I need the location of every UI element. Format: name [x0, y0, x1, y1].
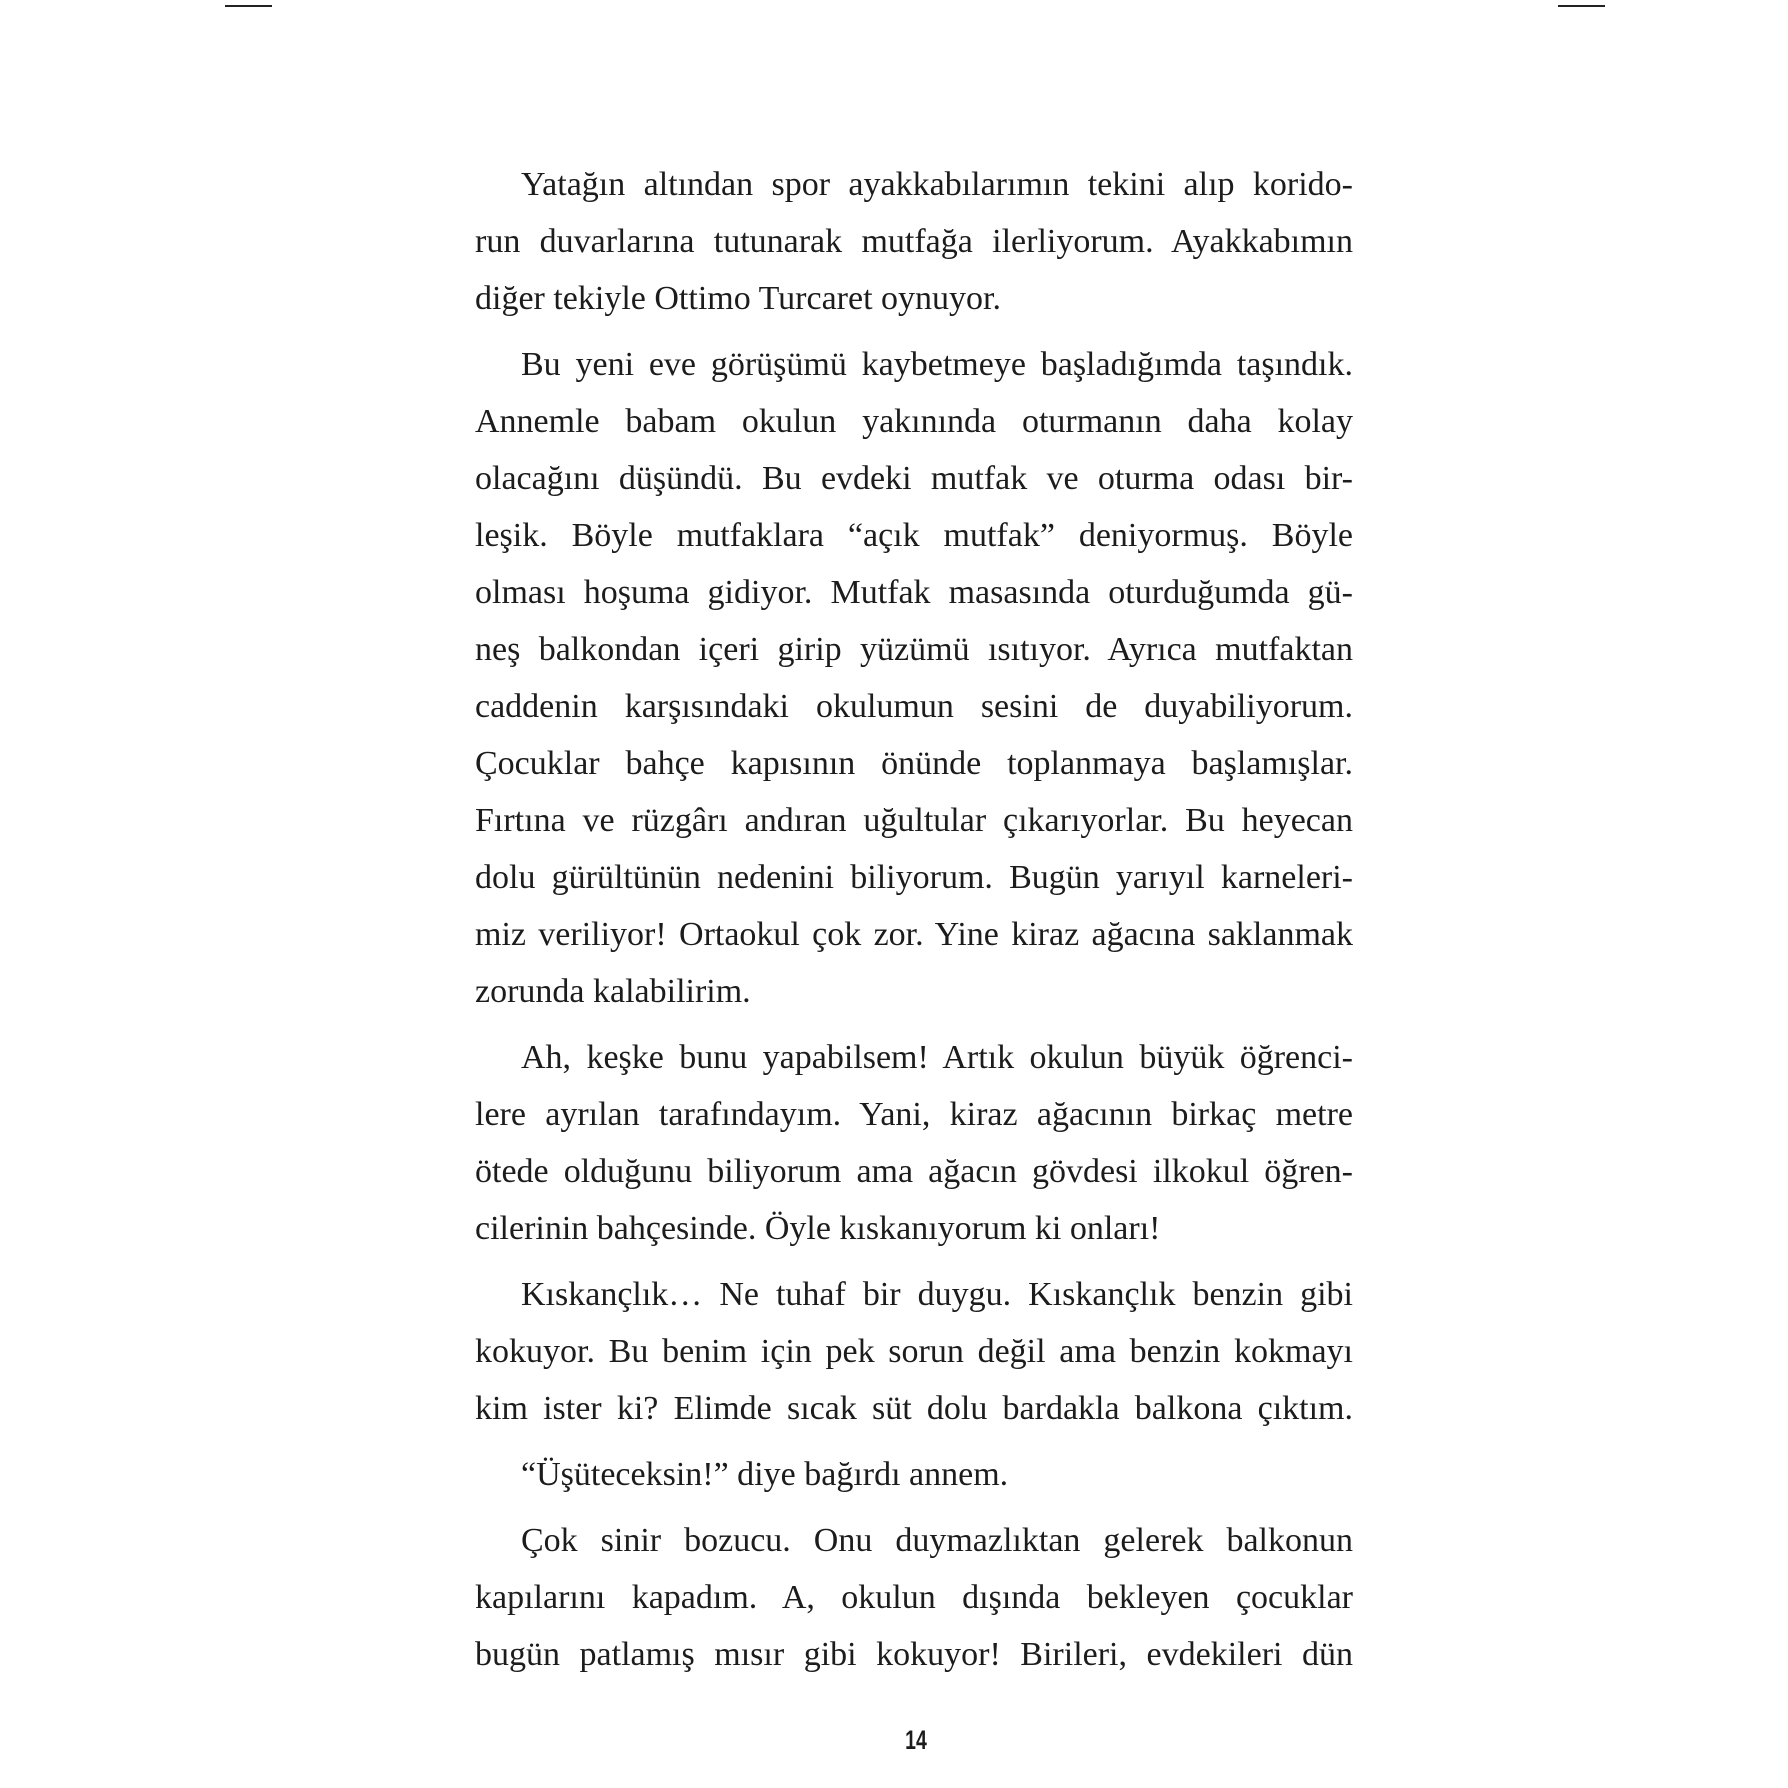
- text-line-content: kokuyor. Bu benim için pek sorun değil ama benzin kokmayı: [475, 1333, 1353, 1370]
- text-line: [521, 1266, 1353, 1323]
- paragraph: [475, 1512, 1353, 1683]
- body-text: [475, 156, 1353, 1683]
- text-line: [475, 849, 1353, 906]
- text-line-content: Kıskançlık… Ne tuhaf bir duygu. Kıskançlık benzin gibi: [521, 1276, 1353, 1313]
- text-line-content: lere ayrılan tarafındayım. Yani, kiraz ağacının birkaç metre: [475, 1096, 1353, 1133]
- text-line-content: diğer tekiyle Ottimo Turcaret oynuyor.: [475, 280, 1001, 317]
- text-line: [475, 450, 1353, 507]
- paragraph: [475, 156, 1353, 327]
- text-line-content: olması hoşuma gidiyor. Mutfak masasında oturduğumda gü-: [475, 574, 1353, 611]
- text-line: [521, 1512, 1353, 1569]
- text-line-content: Ah, keşke bunu yapabilsem! Artık okulun büyük öğrenci-: [521, 1039, 1353, 1076]
- text-line-content: miz veriliyor! Ortaokul çok zor. Yine kiraz ağacına saklanmak: [475, 916, 1353, 953]
- text-line-content: olacağını düşündü. Bu evdeki mutfak ve oturma odası bir-: [475, 460, 1353, 497]
- page-number: 14: [905, 1725, 927, 1755]
- text-line-content: ötede olduğunu biliyorum ama ağacın gövdesi ilkokul öğren-: [475, 1153, 1353, 1190]
- text-line-content: kapılarını kapadım. A, okulun dışında bekleyen çocuklar: [475, 1579, 1353, 1616]
- paragraph: [475, 336, 1353, 1020]
- text-line: [475, 678, 1353, 735]
- text-line-content: Yatağın altından spor ayakkabılarımın tekini alıp korido-: [521, 166, 1353, 203]
- text-line-content: Fırtına ve rüzgârı andıran uğultular çıkarıyorlar. Bu heyecan: [475, 802, 1353, 839]
- paragraph: [475, 1446, 1353, 1503]
- text-line: [475, 507, 1353, 564]
- text-line: [475, 564, 1353, 621]
- text-line: [475, 963, 1353, 1020]
- text-line-content: kim ister ki? Elimde sıcak süt dolu bardakla balkona çıktım.: [475, 1390, 1353, 1427]
- text-line: [521, 336, 1353, 393]
- text-line-content: bugün patlamış mısır gibi kokuyor! Birileri, evdekileri dün: [475, 1636, 1353, 1673]
- text-line: [475, 1200, 1353, 1257]
- text-line: [475, 1380, 1353, 1437]
- text-line-content: leşik. Böyle mutfaklara “açık mutfak” deniyormuş. Böyle: [475, 517, 1353, 554]
- text-line-content: Bu yeni eve görüşümü kaybetmeye başladığımda taşındık.: [521, 346, 1353, 383]
- text-line-content: zorunda kalabilirim.: [475, 973, 751, 1010]
- text-line: [475, 1569, 1353, 1626]
- text-line: [475, 213, 1353, 270]
- text-line: [521, 1446, 1353, 1503]
- text-line: [475, 621, 1353, 678]
- text-line: [475, 1086, 1353, 1143]
- text-line: [475, 1323, 1353, 1380]
- crop-mark-top-right: [1558, 5, 1605, 7]
- crop-mark-top-left: [225, 5, 272, 7]
- text-line-content: Annemle babam okulun yakınında oturmanın daha kolay: [475, 403, 1353, 440]
- text-line-content: dolu gürültünün nedenini biliyorum. Bugün yarıyıl karneleri-: [475, 859, 1353, 896]
- text-line: [475, 270, 1353, 327]
- text-line-content: Çocuklar bahçe kapısının önünde toplanmaya başlamışlar.: [475, 745, 1353, 782]
- text-line: [475, 906, 1353, 963]
- text-line: [475, 792, 1353, 849]
- text-line-content: “Üşüteceksin!” diye bağırdı annem.: [521, 1456, 1009, 1493]
- text-line: [521, 1029, 1353, 1086]
- text-line: [475, 393, 1353, 450]
- text-line: [521, 156, 1353, 213]
- text-line: [475, 735, 1353, 792]
- text-line: [475, 1143, 1353, 1200]
- text-line-content: run duvarlarına tutunarak mutfağa ilerliyorum. Ayakkabımın: [475, 223, 1353, 260]
- text-line-content: neş balkondan içeri girip yüzümü ısıtıyor. Ayrıca mutfaktan: [475, 631, 1353, 668]
- paragraph: [475, 1029, 1353, 1257]
- text-line-content: caddenin karşısındaki okulumun sesini de duyabiliyorum.: [475, 688, 1353, 725]
- text-line-content: Çok sinir bozucu. Onu duymazlıktan gelerek balkonun: [521, 1522, 1353, 1559]
- paragraph: [475, 1266, 1353, 1437]
- text-line: [475, 1626, 1353, 1683]
- text-line-content: cilerinin bahçesinde. Öyle kıskanıyorum ki onları!: [475, 1210, 1161, 1247]
